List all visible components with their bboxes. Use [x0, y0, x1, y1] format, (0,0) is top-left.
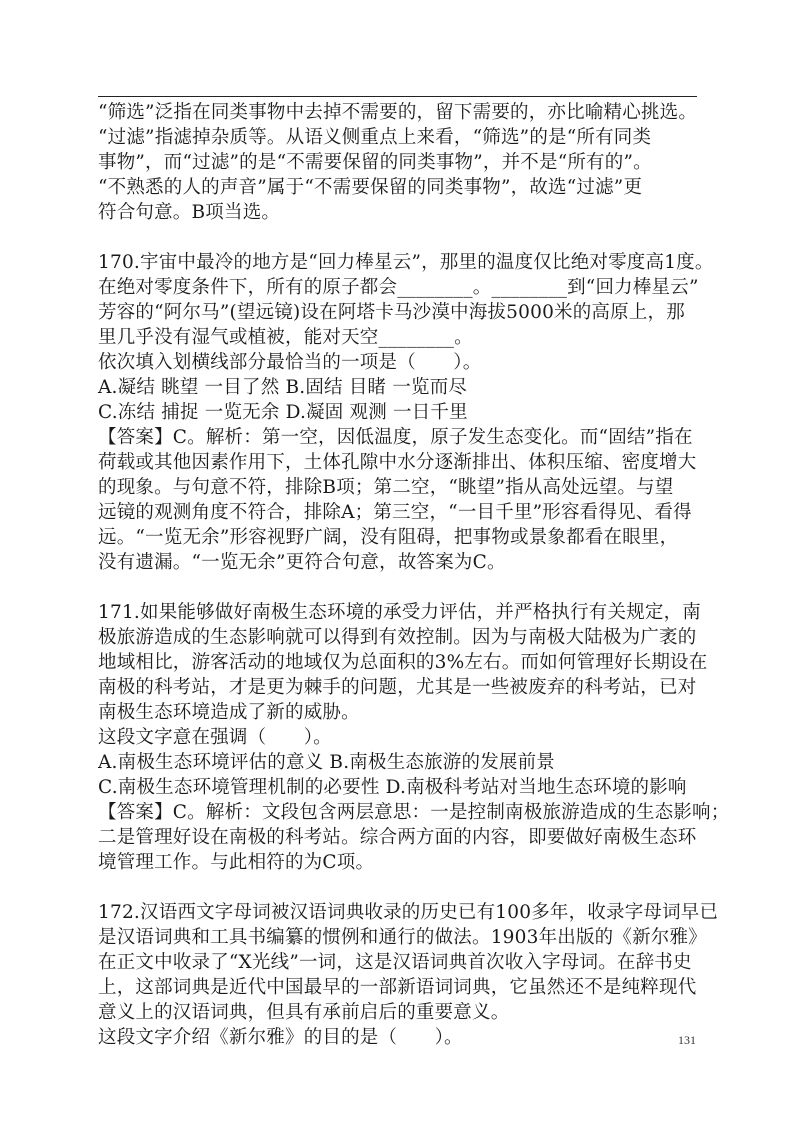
options-line: C.冻结 捕捉 一览无余 D.凝固 观测 一日千里	[98, 402, 468, 423]
page-number: 131	[678, 1033, 696, 1047]
question-stem: 南极生态环境造成了新的威胁。	[98, 702, 360, 723]
document-body	[98, 100, 730, 1050]
paragraph-gap	[98, 875, 702, 900]
paragraph-gap	[98, 225, 702, 250]
question-stem: 171.如果能够做好南极生态环境的承受力评估，并严格执行有关规定，南	[98, 602, 701, 623]
options-line: A.南极生态环境评估的意义 B.南极生态旅游的发展前景	[98, 752, 555, 773]
options-line: A.凝结 眺望 一目了然 B.固结 目睹 一览而尽	[98, 377, 468, 398]
question-170	[98, 250, 714, 575]
question-stem: 地域相比，游客活动的地域仅为总面积的3%左右。而如何管理好长期设在	[98, 652, 708, 673]
question-stem: 里几乎没有湿气或植被，能对天空________。	[98, 327, 473, 348]
question-stem: 芳容的“阿尔马”(望远镜)设在阿塔卡马沙漠中海拔5000米的高原上，那	[98, 302, 685, 323]
text-line: “不熟悉的人的声音”属于“不需要保留的同类事物”，故选“过滤”更	[98, 177, 643, 198]
answer-169-explanation	[98, 100, 702, 225]
question-stem: 南极的科考站，才是更为棘手的问题，尤其是一些被废弃的科考站，已对	[98, 677, 697, 698]
answer-line: 【答案】C。解析：第一空，因低温度，原子发生态变化。而“固结”指在	[98, 427, 693, 448]
question-stem: 170.宇宙中最冷的地方是“回力棒星云”，那里的温度仅比绝对零度高1度。	[98, 252, 714, 273]
answer-line: 境管理工作。与此相符的为C项。	[98, 852, 375, 873]
text-line: 事物”，而“过滤”的是“不需要保留的同类事物”，并不是“所有的”。	[98, 152, 652, 173]
options-line: C.南极生态环境管理机制的必要性 D.南极科考站对当地生态环境的影响	[98, 777, 687, 798]
question-prompt: 依次填入划横线部分最恰当的一项是（ ）。	[98, 352, 482, 373]
question-stem: 在绝对零度条件下，所有的原子都会________。________到“回力棒星云”	[98, 277, 699, 298]
question-171	[98, 600, 730, 875]
question-stem: 极旅游造成的生态影响就可以得到有效控制。因为与南极大陆极为广袤的	[98, 627, 697, 648]
question-stem: 在正文中收录了“X光线”一词，这是汉语词典首次收入字母词。在辞书史	[98, 952, 692, 973]
question-stem: 意义上的汉语词典，但具有承前启后的重要意义。	[98, 1002, 510, 1023]
answer-line: 没有遗漏。“一览无余”更符合句意，故答案为C。	[98, 552, 506, 573]
question-prompt: 这段文字意在强调（ ）。	[98, 727, 332, 748]
header-rule	[98, 96, 697, 97]
question-stem: 是汉语词典和工具书编纂的惯例和通行的做法。1903年出版的《新尔雅》	[98, 927, 707, 948]
paragraph-gap	[98, 575, 702, 600]
answer-line: 二是管理好设在南极的科考站。综合两方面的内容，即要做好南极生态环	[98, 827, 697, 848]
answer-line: 远。“一览无余”形容视野广阔，没有阻碍，把事物或景象都看在眼里，	[98, 527, 679, 548]
answer-line: 远镜的观测角度不符合，排除A；第三空，“一目千里”形容看得见、看得	[98, 502, 692, 523]
answer-line: 的现象。与句意不符，排除B项；第二空，“眺望”指从高处远望。与望	[98, 477, 674, 498]
question-prompt: 这段文字介绍《新尔雅》的目的是（ ）。	[98, 1027, 463, 1048]
question-172	[98, 900, 719, 1050]
text-line: “筛选”泛指在同类事物中去掉不需要的，留下需要的，亦比喻精心挑选。	[98, 102, 698, 123]
text-line: “过滤”指滤掉杂质等。从语义侧重点上来看，“筛选”的是“所有同类	[98, 127, 652, 148]
answer-line: 【答案】C。解析：文段包含两层意思：一是控制南极旅游造成的生态影响；	[98, 802, 730, 823]
text-line: 符合句意。B项当选。	[98, 202, 281, 223]
answer-line: 荷载或其他因素作用下，土体孔隙中水分逐渐排出、体积压缩、密度增大	[98, 452, 697, 473]
question-stem: 上，这部词典是近代中国最早的一部新语词词典，它虽然还不是纯粹现代	[98, 977, 697, 998]
question-stem: 172.汉语西文字母词被汉语词典收录的历史已有100多年，收录字母词早已	[98, 902, 719, 923]
